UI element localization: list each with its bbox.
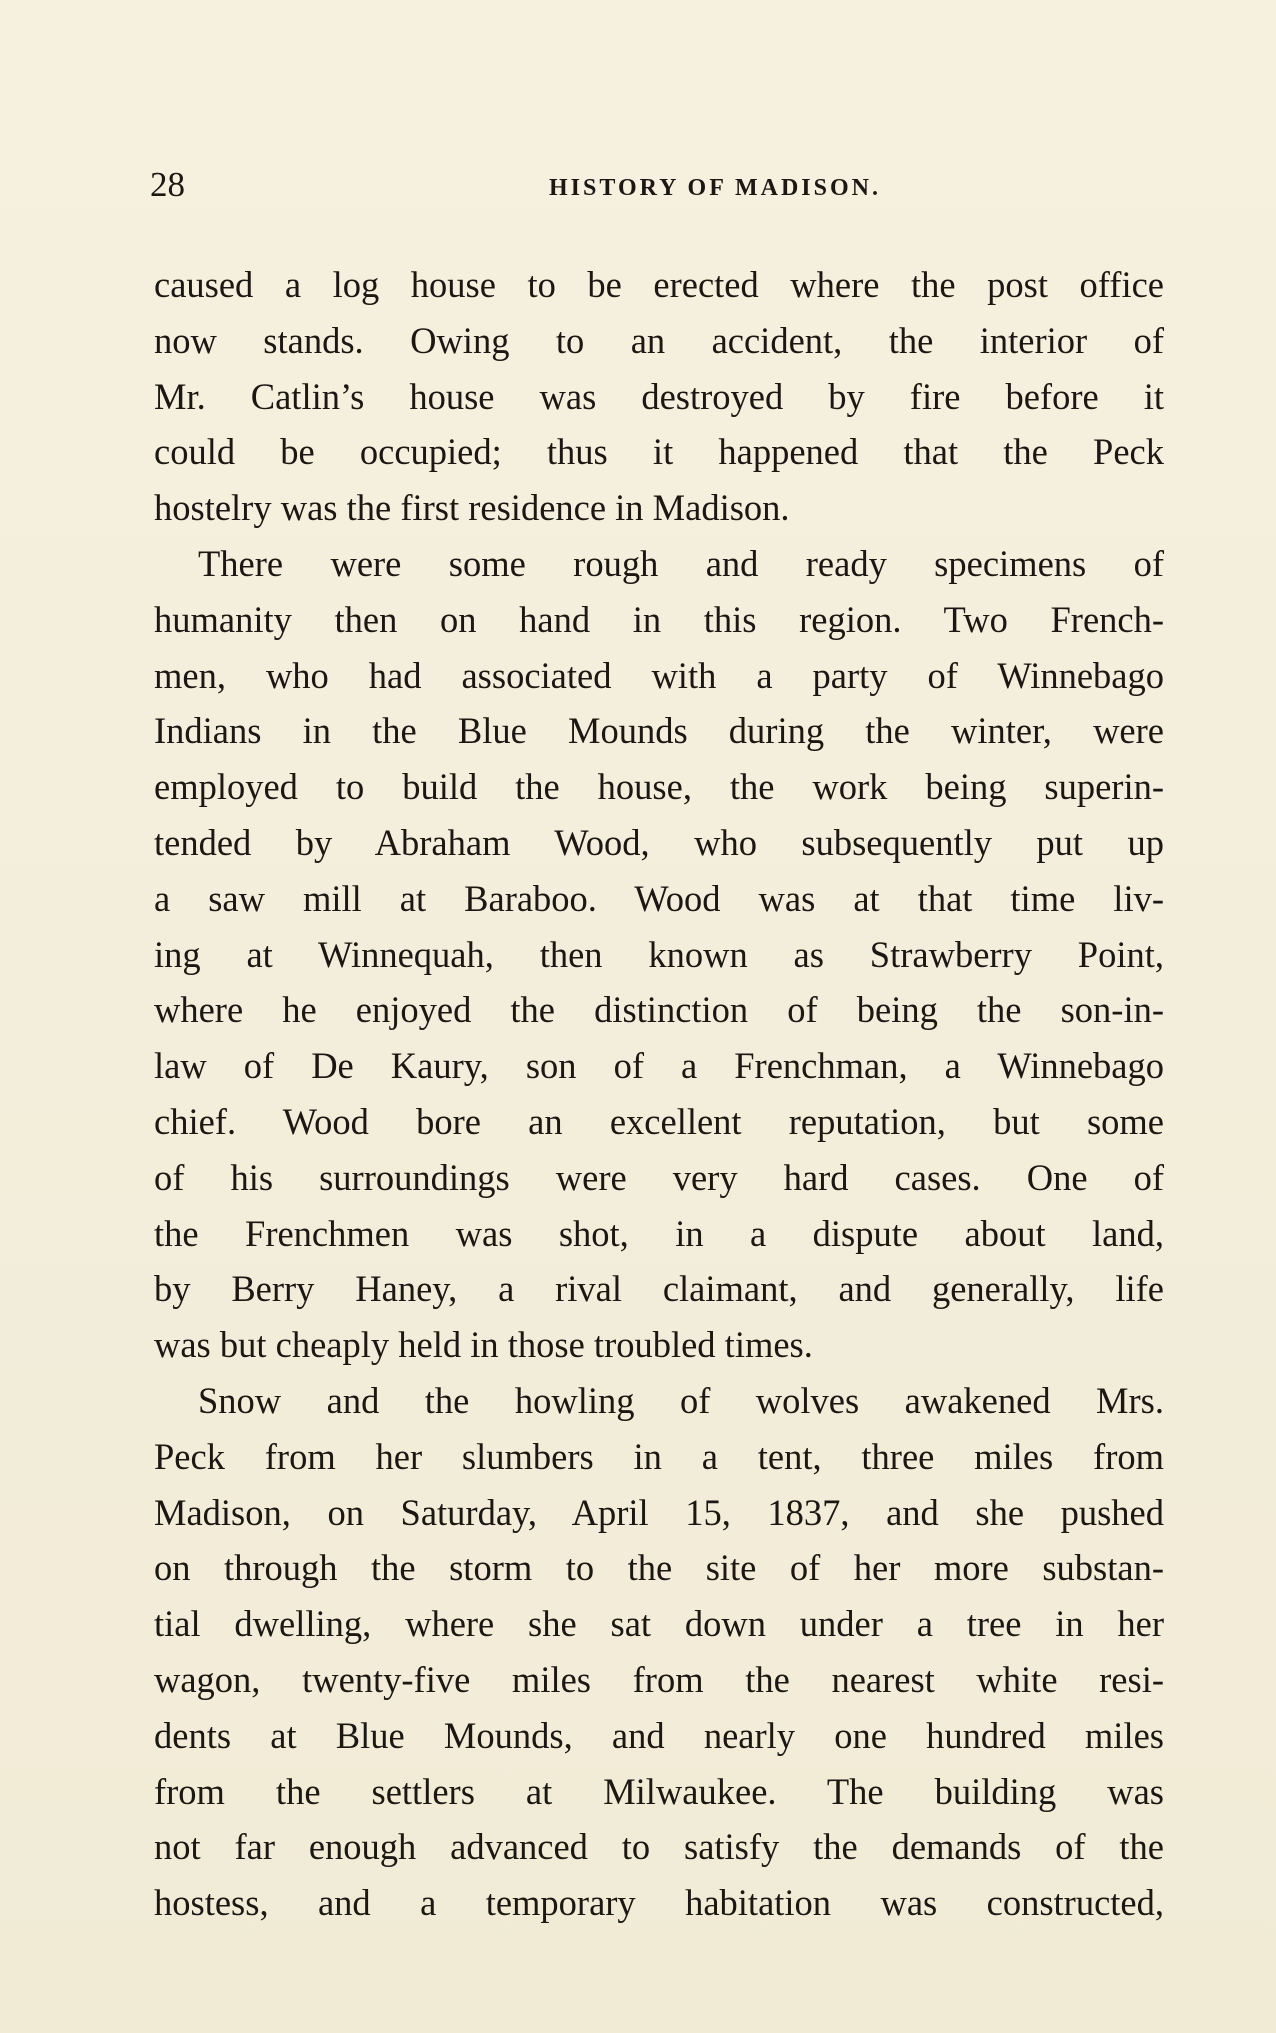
text-line: tended by Abraham Wood, who subsequently put up bbox=[154, 821, 1164, 863]
text-line: the Frenchmen was shot, in a dispute about land, bbox=[154, 1212, 1164, 1254]
text-line: hostess, and a temporary habitation was constructed, bbox=[154, 1882, 1164, 1924]
text-line: hostelry was the first residence in Madison. bbox=[154, 487, 790, 529]
text-line: caused a log house to be erected where the post office bbox=[154, 264, 1164, 305]
text-line: now stands. Owing to an accident, the interior of bbox=[154, 319, 1164, 361]
text-line: not far enough advanced to satisfy the demands of the bbox=[154, 1826, 1164, 1868]
text-line: was but cheaply held in those troubled times. bbox=[154, 1324, 813, 1366]
text-line: There were some rough and ready specimens of bbox=[198, 542, 1164, 584]
text-line: Mr. Catlin’s house was destroyed by fire before it bbox=[154, 375, 1164, 417]
text-line: employed to build the house, the work being superin- bbox=[154, 766, 1164, 808]
text-line: by Berry Haney, a rival claimant, and generally, life bbox=[154, 1268, 1164, 1310]
text-line: law of De Kaury, son of a Frenchman, a Winnebago bbox=[154, 1045, 1164, 1087]
text-line: where he enjoyed the distinction of being the son-in- bbox=[154, 989, 1164, 1031]
text-line: humanity then on hand in this region. Two French- bbox=[154, 598, 1164, 640]
text-line: tial dwelling, where she sat down under a tree in her bbox=[154, 1603, 1164, 1645]
text-line: wagon, twenty-five miles from the nearest white resi- bbox=[154, 1658, 1164, 1700]
page-number: 28 bbox=[150, 165, 185, 204]
running-head bbox=[150, 162, 1160, 208]
text-line: a saw mill at Baraboo. Wood was at that time liv- bbox=[154, 877, 1164, 919]
text-line: Peck from her slumbers in a tent, three miles from bbox=[154, 1435, 1164, 1477]
text-line: of his surroundings were very hard cases. One of bbox=[154, 1156, 1164, 1198]
text-line: from the settlers at Milwaukee. The building was bbox=[154, 1770, 1164, 1812]
text-line: Indians in the Blue Mounds during the winter, were bbox=[154, 710, 1164, 752]
text-line: dents at Blue Mounds, and nearly one hundred miles bbox=[154, 1714, 1164, 1756]
text-line: ing at Winnequah, then known as Strawberry Point, bbox=[154, 933, 1164, 975]
text-line: Snow and the howling of wolves awakened Mrs. bbox=[198, 1379, 1164, 1421]
text-line: could be occupied; thus it happened that the Peck bbox=[154, 431, 1164, 473]
text-line: men, who had associated with a party of Winnebago bbox=[154, 654, 1164, 696]
body-text bbox=[154, 257, 1164, 1931]
running-title: HISTORY OF MADISON. bbox=[549, 175, 881, 201]
text-line: on through the storm to the site of her more substan- bbox=[154, 1547, 1164, 1589]
text-line: chief. Wood bore an excellent reputation, but some bbox=[154, 1100, 1164, 1142]
text-line: Madison, on Saturday, April 15, 1837, and she pushed bbox=[154, 1491, 1164, 1533]
